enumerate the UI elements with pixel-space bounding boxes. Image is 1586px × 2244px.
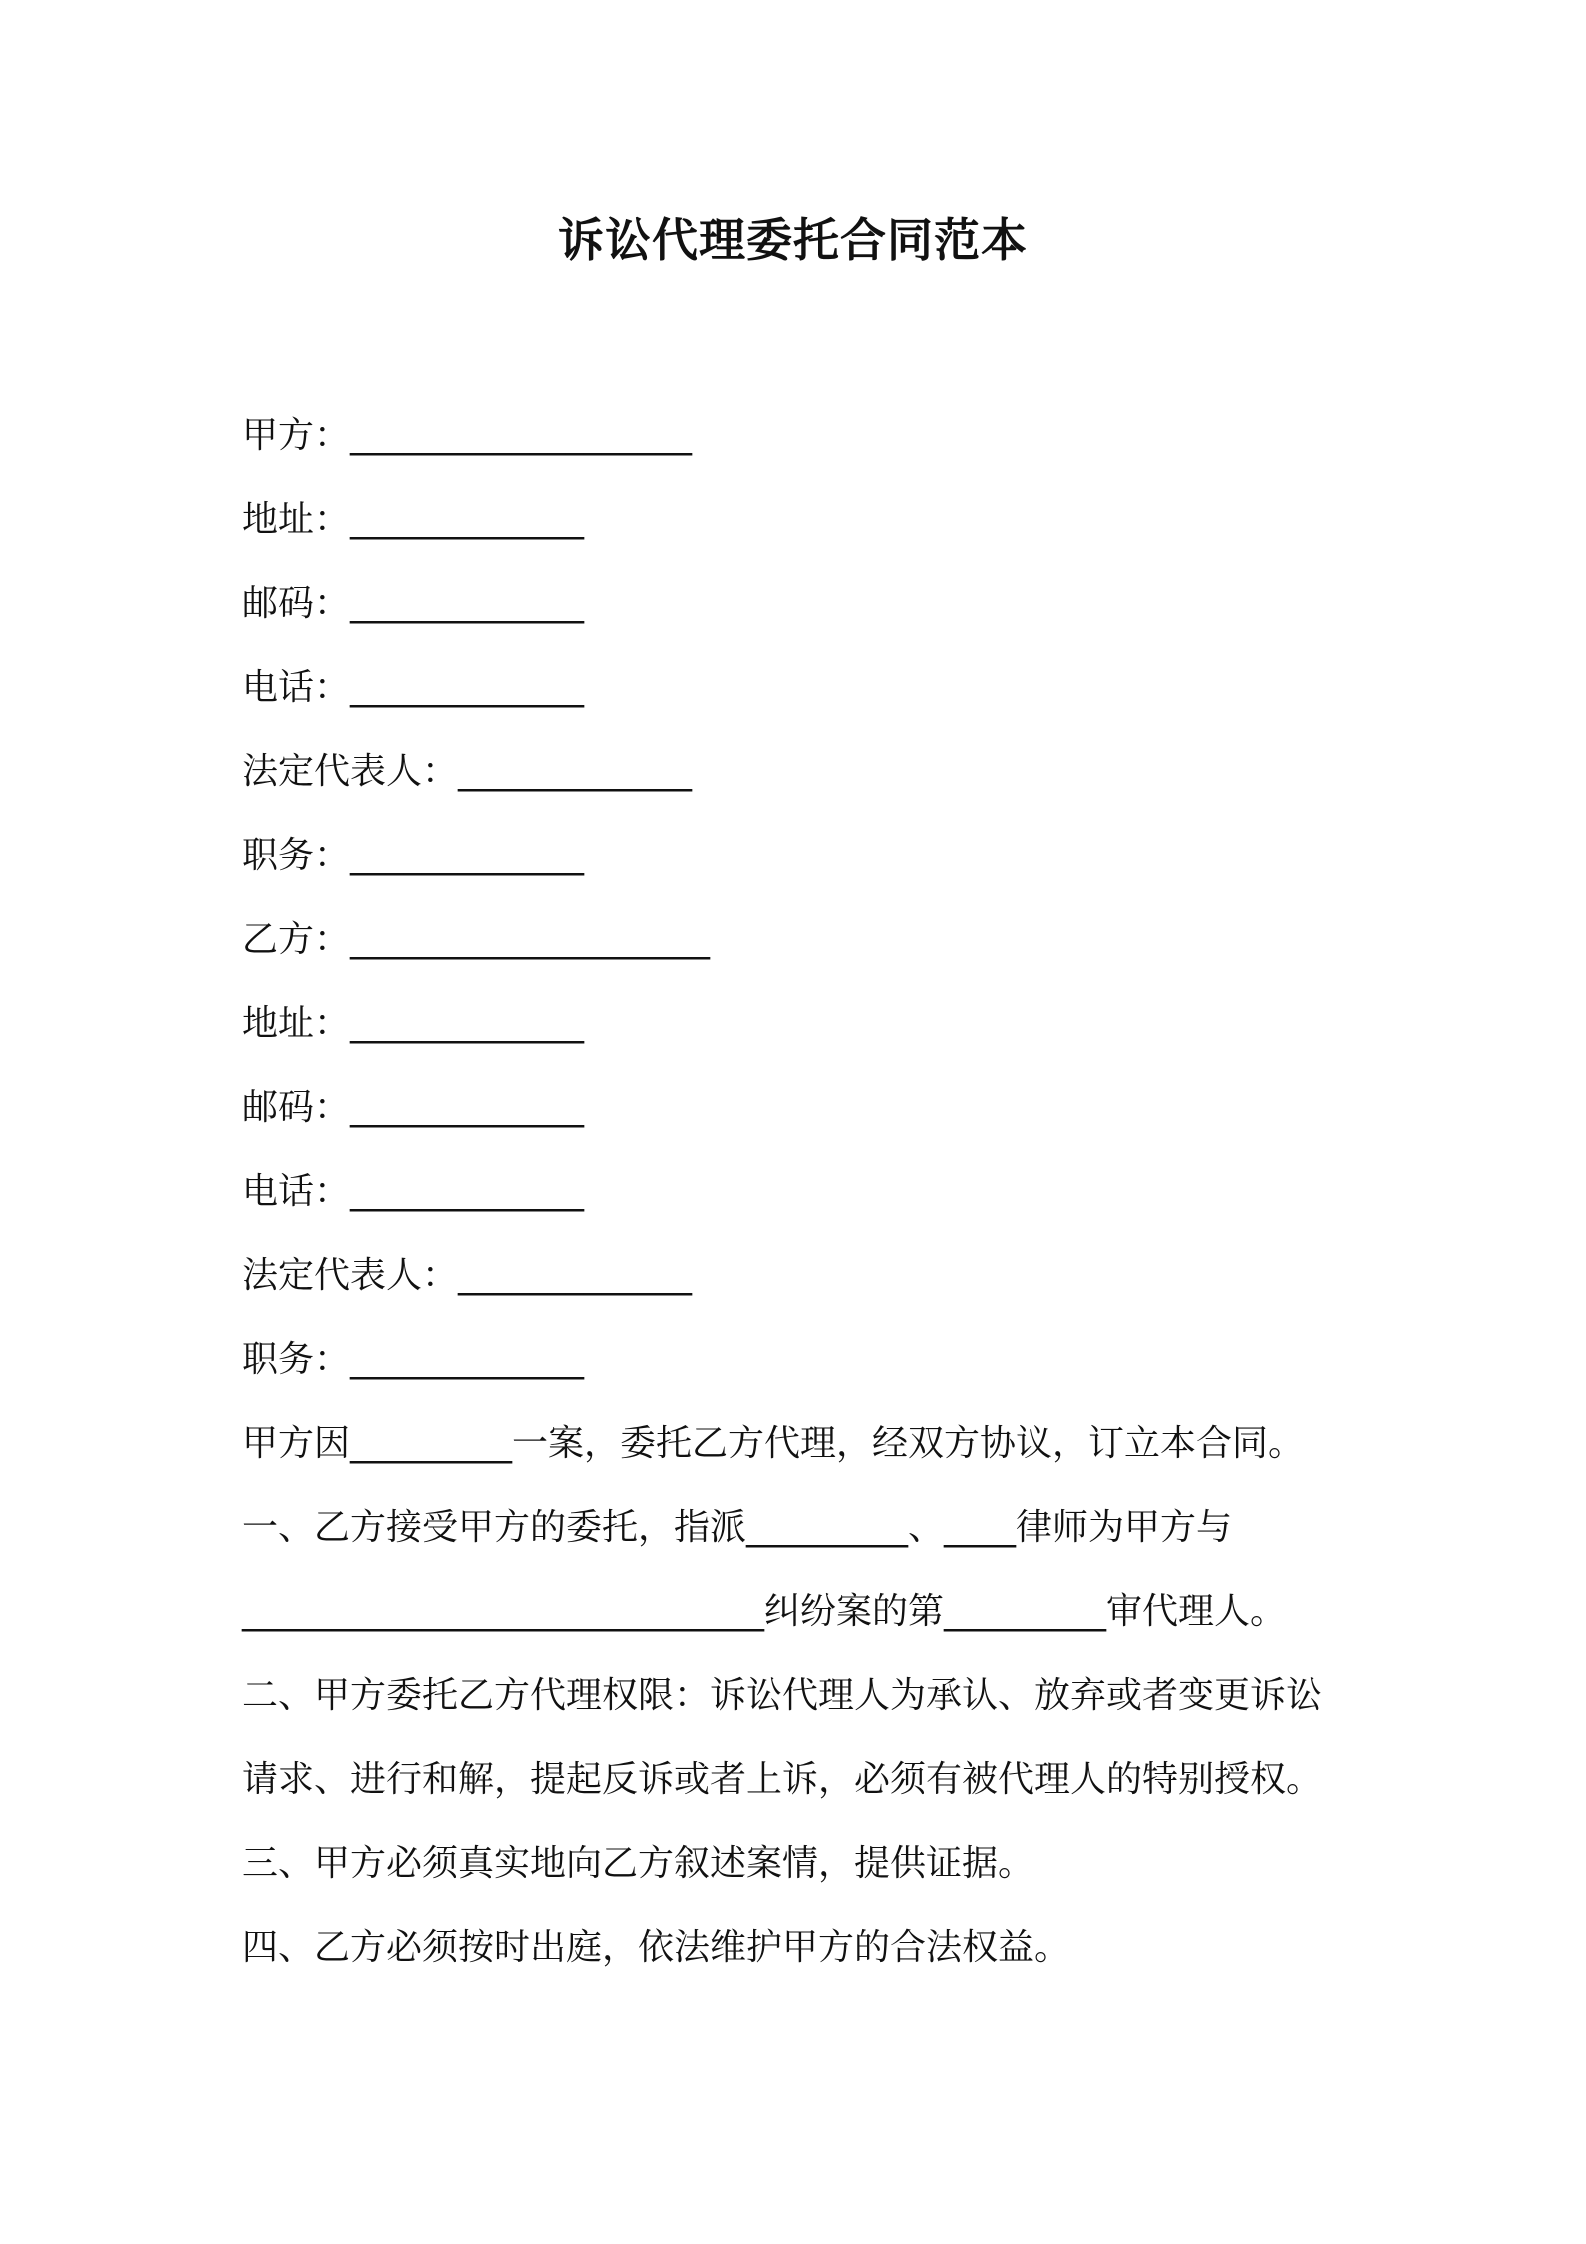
document-body bbox=[242, 408, 1362, 2004]
party-a-address-line: 地址：_____________ bbox=[242, 499, 585, 540]
clause-1-line-1: 一、乙方接受甲方的委托，指派_________、____律师为甲方与 bbox=[242, 1507, 1233, 1548]
clause-3-line: 三、甲方必须真实地向乙方叙述案情，提供证据。 bbox=[242, 1843, 1035, 1884]
clause-2-line-2: 请求、进行和解，提起反诉或者上诉，必须有被代理人的特别授权。 bbox=[242, 1759, 1323, 1800]
clause-1-line-2: _____________________________纠纷案的第_________审代理人。 bbox=[242, 1591, 1287, 1632]
party-b-name-line: 乙方：____________________ bbox=[242, 919, 711, 960]
party-a-legal-rep-line: 法定代表人：_____________ bbox=[242, 751, 693, 792]
party-a-position-line: 职务：_____________ bbox=[242, 835, 585, 876]
document-title: 诉讼代理委托合同范本 bbox=[558, 213, 1028, 267]
party-a-phone-line: 电话：_____________ bbox=[242, 667, 585, 708]
party-b-phone-line: 电话：_____________ bbox=[242, 1171, 585, 1212]
party-b-legal-rep-line: 法定代表人：_____________ bbox=[242, 1255, 693, 1296]
clause-4-line: 四、乙方必须按时出庭，依法维护甲方的合法权益。 bbox=[242, 1927, 1071, 1968]
clause-2-line-1: 二、甲方委托乙方代理权限：诉讼代理人为承认、放弃或者变更诉讼 bbox=[242, 1675, 1323, 1716]
party-a-name-line: 甲方：___________________ bbox=[242, 415, 693, 456]
intro-paragraph: 甲方因_________一案，委托乙方代理，经双方协议，订立本合同。 bbox=[242, 1423, 1305, 1464]
party-b-address-line: 地址：_____________ bbox=[242, 1003, 585, 1044]
party-b-postcode-line: 邮码：_____________ bbox=[242, 1087, 585, 1128]
party-b-position-line: 职务：_____________ bbox=[242, 1339, 585, 1380]
party-a-postcode-line: 邮码：_____________ bbox=[242, 583, 585, 624]
